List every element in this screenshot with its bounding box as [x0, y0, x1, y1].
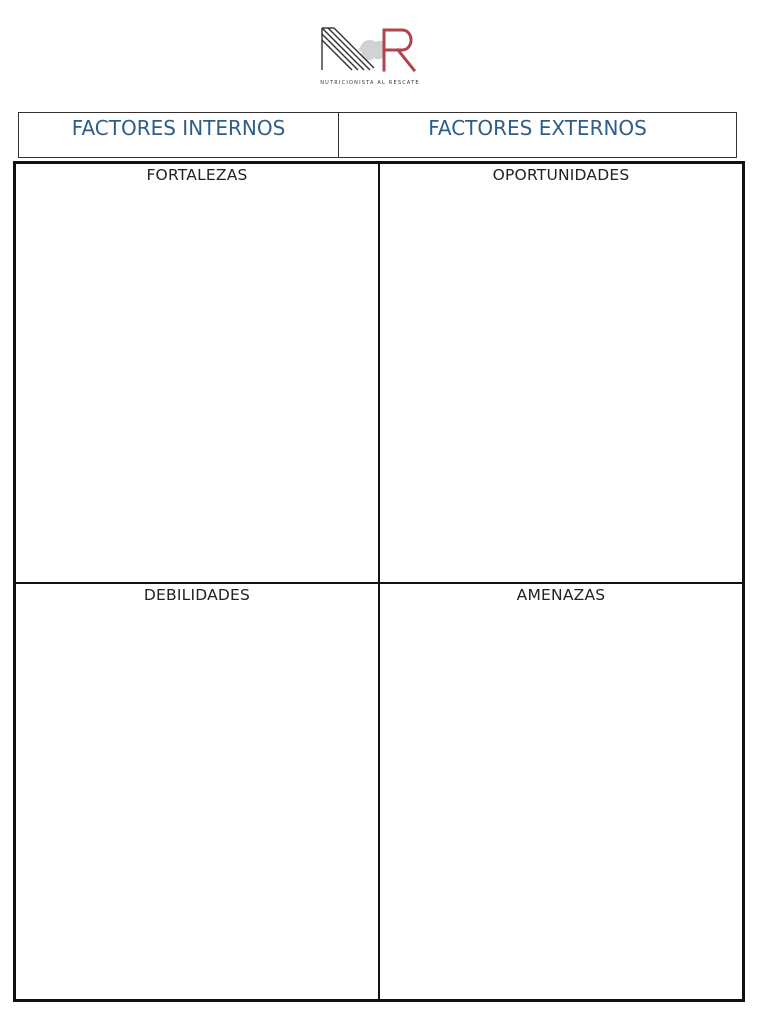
external-factors-heading: FACTORES EXTERNOS	[428, 116, 647, 140]
logo-caption: NUTRICIONISTA AL RESCATE	[320, 80, 420, 86]
opportunities-quadrant	[380, 164, 742, 584]
threats-title: AMENAZAS	[516, 586, 606, 604]
nr-logo-icon	[320, 26, 418, 72]
swot-matrix	[13, 161, 745, 1002]
opportunities-title: OPORTUNIDADES	[492, 166, 630, 184]
weaknesses-title: DEBILIDADES	[143, 586, 251, 604]
internal-factors-heading: FACTORES INTERNOS	[19, 113, 339, 157]
strengths-title: FORTALEZAS	[146, 166, 248, 184]
weaknesses-quadrant	[16, 584, 380, 999]
brand-logo	[318, 26, 422, 90]
strengths-quadrant	[16, 164, 380, 584]
threats-quadrant	[380, 584, 742, 999]
factors-header	[18, 112, 737, 158]
